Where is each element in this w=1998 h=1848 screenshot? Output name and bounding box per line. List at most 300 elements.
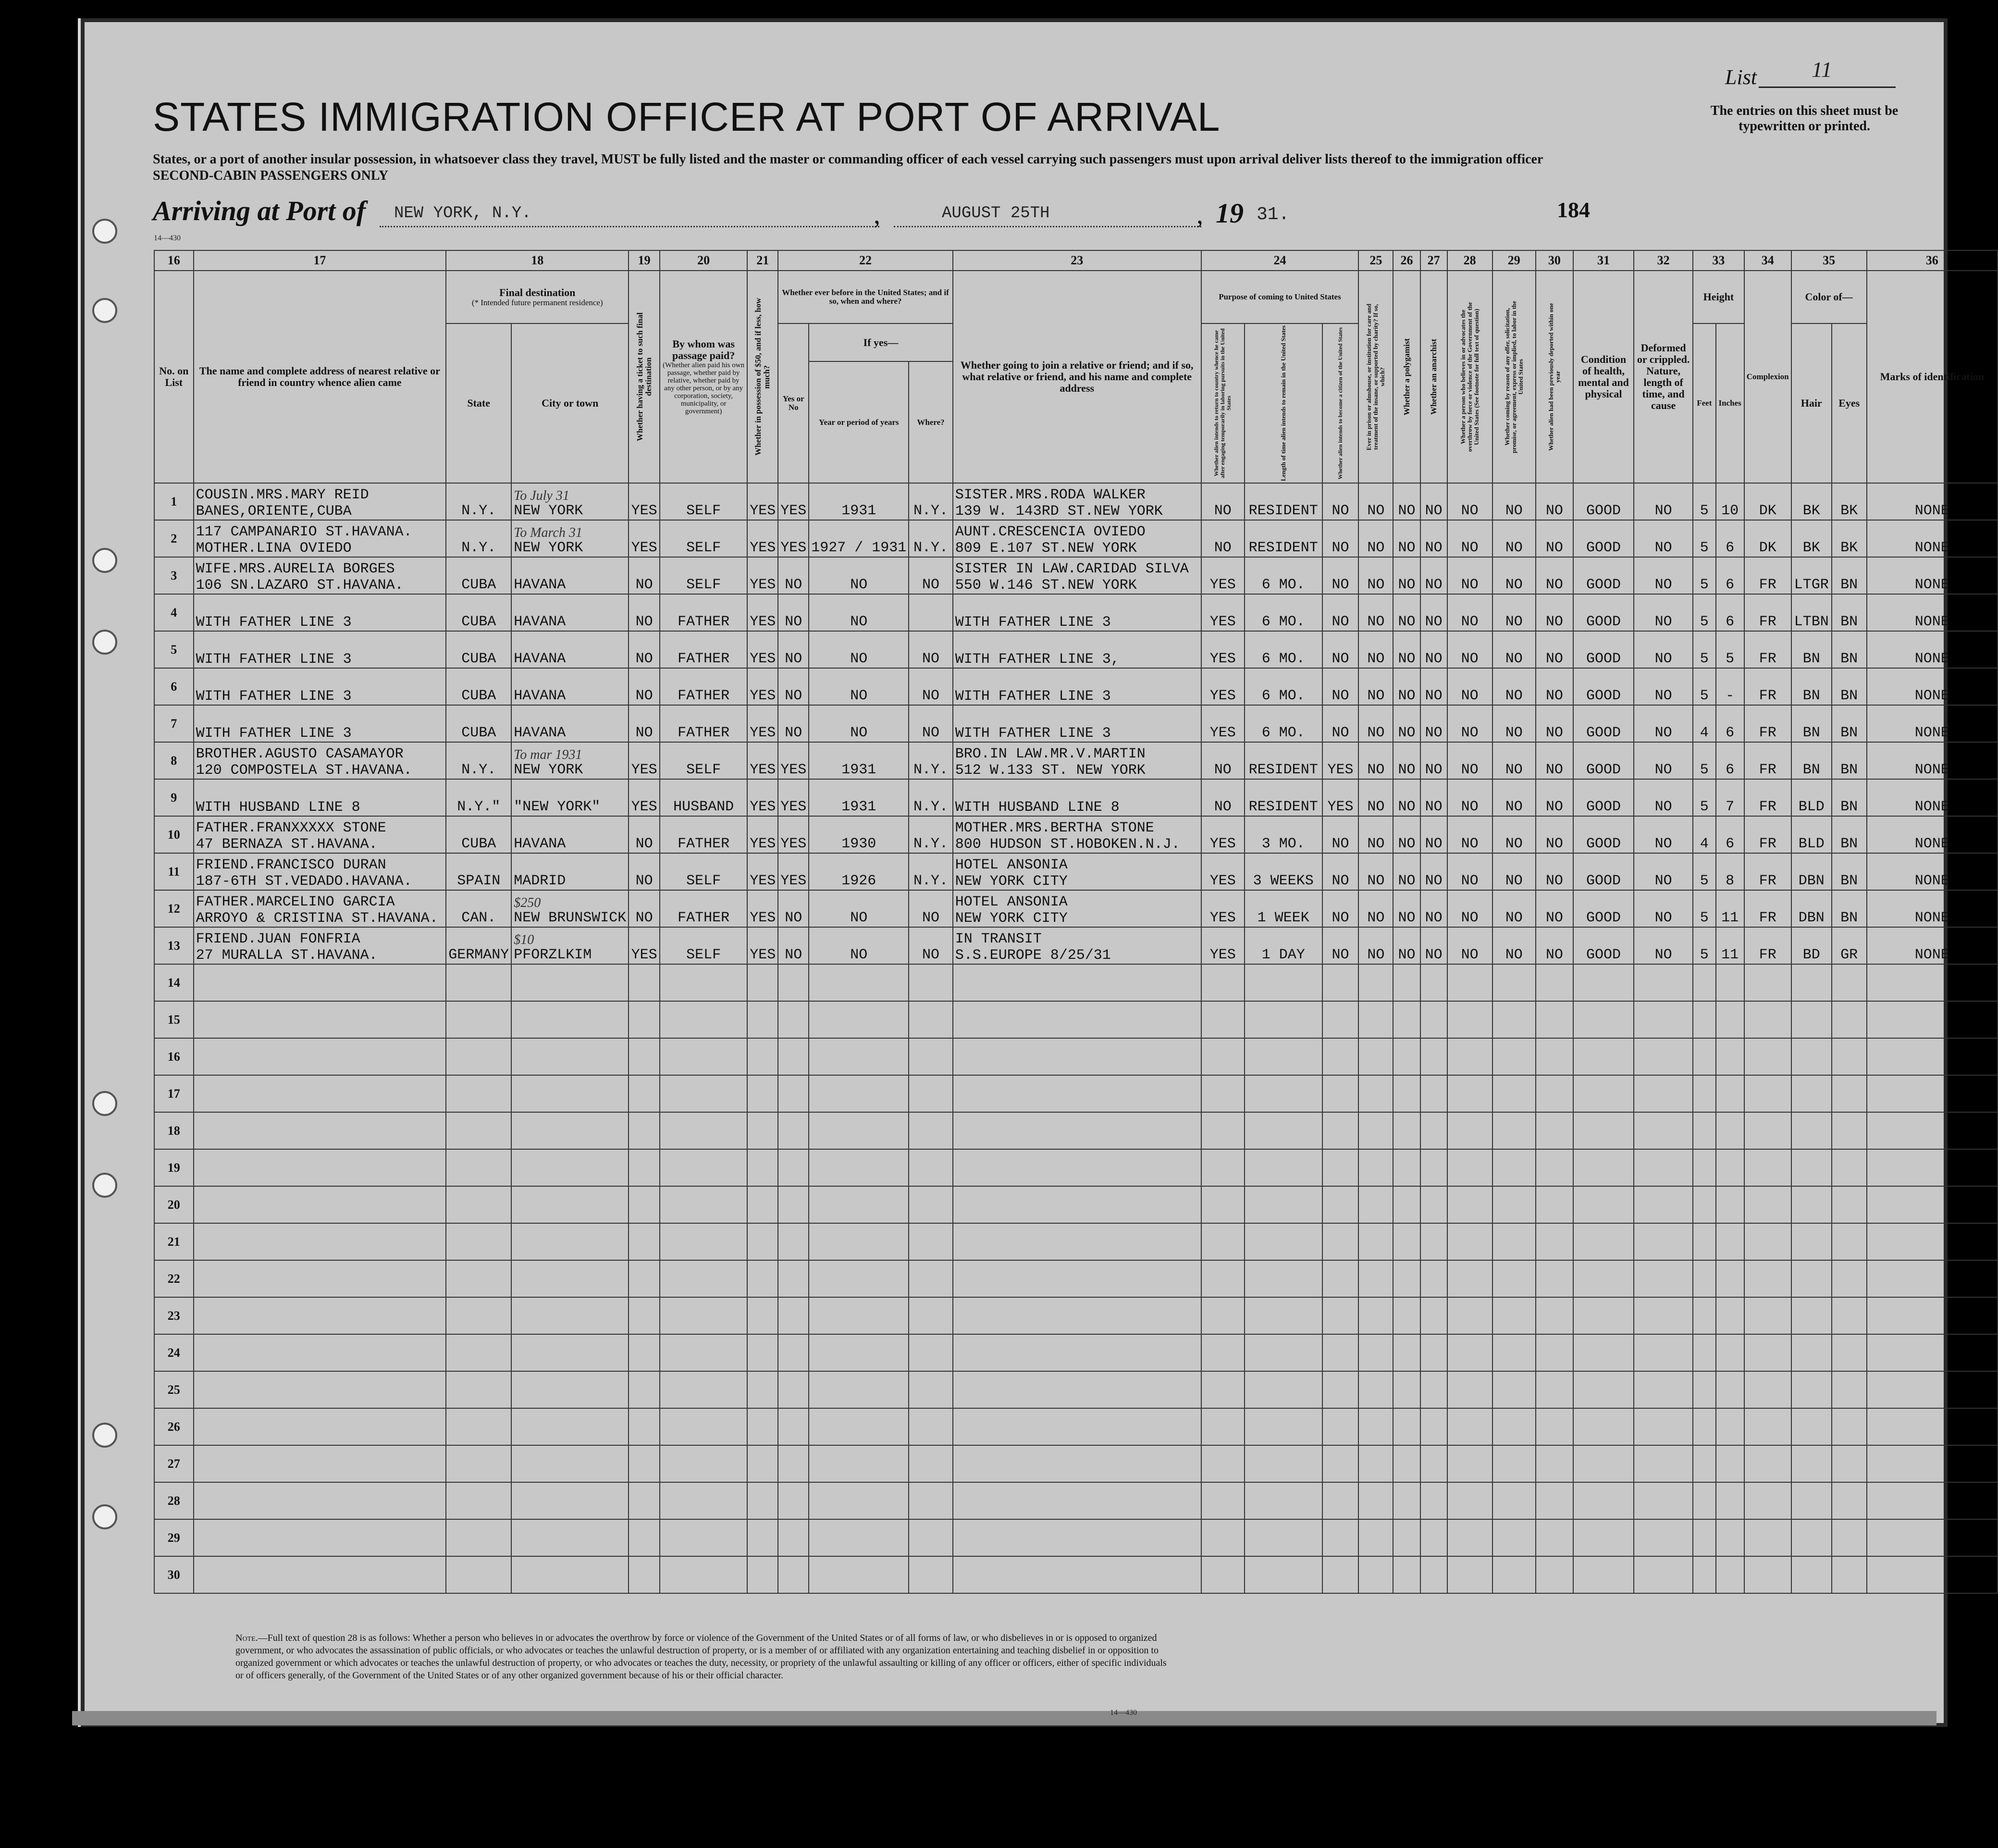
ever-before-cell: YES: [778, 742, 809, 779]
anarchist-cell: NO: [1420, 742, 1447, 779]
empty-cell: [909, 1297, 952, 1334]
empty-cell: [1447, 1334, 1492, 1371]
empty-cell: [1573, 1149, 1634, 1186]
empty-cell: [511, 1371, 629, 1408]
empty-cell: [1573, 1408, 1634, 1445]
height-inches-cell: 6: [1716, 742, 1744, 779]
empty-cell: [1447, 1408, 1492, 1445]
empty-cell: [511, 1556, 629, 1593]
passage-paid-cell: FATHER: [660, 631, 747, 668]
dest-city-cell: [511, 631, 629, 668]
final-destination-label: Final destination: [499, 286, 576, 298]
empty-cell: [747, 1371, 778, 1408]
row-number: 3: [154, 557, 194, 594]
empty-cell: [1420, 1149, 1447, 1186]
empty-cell: [1832, 1038, 1867, 1075]
empty-cell: [778, 1149, 809, 1186]
row-number: 2: [154, 520, 194, 557]
column-number: 32: [1634, 250, 1693, 271]
separator: ,: [874, 200, 880, 230]
column-number-row: [154, 250, 1998, 271]
empty-cell: [660, 1038, 747, 1075]
table-row: [154, 890, 1998, 927]
complexion-cell: FR: [1744, 816, 1791, 853]
column-number: 17: [194, 250, 446, 271]
empty-cell: [1322, 1001, 1359, 1038]
empty-cell: [1867, 1445, 1998, 1482]
empty-cell: [1201, 1112, 1245, 1149]
overthrow-cell: NO: [1447, 853, 1492, 890]
empty-cell: [1716, 1038, 1744, 1075]
empty-cell: [1744, 1445, 1791, 1482]
empty-cell: [660, 1149, 747, 1186]
deported-cell: NO: [1536, 779, 1573, 816]
height-inches-cell: 6: [1716, 520, 1744, 557]
arriving-label: Arriving at Port of: [153, 195, 366, 226]
empty-cell: [1201, 1186, 1245, 1223]
joining-line-2: 550 W.146 ST.NEW YORK: [955, 577, 1137, 594]
handwritten-annotation: $10: [514, 932, 534, 947]
overthrow-cell: NO: [1447, 742, 1492, 779]
anarchist-cell: NO: [1420, 594, 1447, 631]
empty-cell: [809, 1112, 909, 1149]
complexion-cell: FR: [1744, 927, 1791, 964]
empty-cell: [778, 1556, 809, 1593]
empty-cell: [660, 1482, 747, 1519]
deported-cell: NO: [1536, 890, 1573, 927]
empty-cell: [1447, 1223, 1492, 1260]
relative-line-1: 117 CAMPANARIO ST.HAVANA.: [196, 524, 412, 540]
passage-paid-cell: FATHER: [660, 668, 747, 705]
empty-cell: [1791, 1371, 1832, 1408]
empty-cell: [1867, 1556, 1998, 1593]
table-row: [154, 520, 1998, 557]
empty-cell: [909, 1260, 952, 1297]
hair-color-cell: BN: [1791, 705, 1832, 742]
year-cell: 1926: [809, 853, 909, 890]
empty-cell: [1201, 1038, 1245, 1075]
empty-cell: [1358, 1519, 1393, 1556]
handwritten-annotation: [514, 601, 626, 613]
binder-hole-icon: [92, 1504, 117, 1529]
dest-state-cell: N.Y.": [446, 779, 511, 816]
height-inches-cell: 11: [1716, 927, 1744, 964]
empty-cell: [1492, 1075, 1536, 1112]
empty-cell: [1867, 1001, 1998, 1038]
anarchist-cell: NO: [1420, 520, 1447, 557]
empty-cell: [629, 1556, 660, 1593]
relative-line-2: WITH FATHER LINE 3: [196, 614, 352, 631]
header-state: State: [446, 323, 511, 483]
empty-cell: [1573, 1112, 1634, 1149]
empty-cell: [1536, 1260, 1573, 1297]
empty-cell: [446, 1112, 511, 1149]
handwritten-annotation: [514, 860, 626, 872]
empty-cell: [629, 1408, 660, 1445]
empty-cell: [909, 1445, 952, 1482]
empty-cell: [511, 964, 629, 1001]
eye-color-cell: BN: [1832, 705, 1867, 742]
empty-cell: [953, 1075, 1201, 1112]
ever-before-cell: NO: [778, 557, 809, 594]
relative-address-cell: [194, 594, 446, 631]
empty-cell: [1447, 1297, 1492, 1334]
empty-cell: [660, 964, 747, 1001]
empty-cell: [1201, 964, 1245, 1001]
ever-before-cell: NO: [778, 890, 809, 927]
empty-cell: [1716, 1371, 1744, 1408]
relative-line-1: BROTHER.AGUSTO CASAMAYOR: [196, 746, 404, 762]
deformed-cell: NO: [1634, 853, 1693, 890]
dest-city-cell: [511, 668, 629, 705]
empty-cell: [809, 1260, 909, 1297]
header-where: Where?: [909, 361, 952, 483]
empty-cell: [1634, 1371, 1693, 1408]
empty-cell: [1744, 1223, 1791, 1260]
empty-cell: [446, 1556, 511, 1593]
empty-cell: [1420, 1186, 1447, 1223]
eye-color-cell: BN: [1832, 594, 1867, 631]
header-deported: [1536, 271, 1573, 483]
dest-state-cell: N.Y.: [446, 483, 511, 520]
overthrow-cell: NO: [1447, 483, 1492, 520]
empty-cell: [660, 1519, 747, 1556]
joining-cell: [953, 816, 1201, 853]
empty-cell: [1447, 1001, 1492, 1038]
prison-cell: NO: [1358, 853, 1393, 890]
empty-cell: [1716, 1482, 1744, 1519]
empty-cell: [1536, 1519, 1573, 1556]
deformed-cell: NO: [1634, 594, 1693, 631]
empty-cell: [1867, 1371, 1998, 1408]
empty-cell: [629, 1445, 660, 1482]
empty-cell: [1322, 1519, 1359, 1556]
row-number: 15: [154, 1001, 194, 1038]
row-number: 11: [154, 853, 194, 890]
height-inches-cell: 10: [1716, 483, 1744, 520]
column-number: 19: [629, 250, 660, 271]
where-cell: N.Y.: [909, 742, 952, 779]
empty-cell: [1447, 1186, 1492, 1223]
empty-cell: [660, 1445, 747, 1482]
empty-cell: [1322, 1186, 1359, 1223]
return-cell: YES: [1201, 816, 1245, 853]
column-number: 22: [778, 250, 952, 271]
year-cell: 1927 / 1931: [809, 520, 909, 557]
condition-cell: GOOD: [1573, 594, 1634, 631]
handwritten-annotation: To July 31: [514, 488, 569, 503]
empty-cell: [809, 964, 909, 1001]
empty-cell: [909, 1223, 952, 1260]
empty-cell: [1634, 1445, 1693, 1482]
empty-cell: [1791, 1482, 1832, 1519]
header-joining: Whether going to join a relative or friend; and if so, what relative or friend, and his name and complete address: [953, 271, 1201, 483]
empty-cell: [1420, 1482, 1447, 1519]
empty-cell: [1322, 1371, 1359, 1408]
passage-paid-cell: SELF: [660, 557, 747, 594]
hair-color-cell: BN: [1791, 631, 1832, 668]
relative-line-2: 187-6TH ST.VEDADO.HAVANA.: [196, 873, 412, 890]
column-number: 18: [446, 250, 629, 271]
dest-state-cell: CUBA: [446, 705, 511, 742]
empty-cell: [747, 1556, 778, 1593]
offer-cell: NO: [1492, 853, 1536, 890]
joining-line-2: WITH FATHER LINE 3: [955, 725, 1111, 742]
offer-cell: NO: [1492, 890, 1536, 927]
height-inches-cell: 5: [1716, 631, 1744, 668]
height-feet-cell: 5: [1693, 557, 1716, 594]
height-feet-cell: 5: [1693, 927, 1716, 964]
dest-city-value: HAVANA: [514, 688, 566, 704]
empty-cell: [1245, 1260, 1322, 1297]
empty-cell: [1393, 1371, 1420, 1408]
empty-cell: [660, 1186, 747, 1223]
header-purpose: Purpose of coming to United States: [1201, 271, 1359, 323]
empty-cell: [1492, 1371, 1536, 1408]
table-row: [154, 853, 1998, 890]
empty-cell: [1322, 1149, 1359, 1186]
dest-city-value: HAVANA: [514, 836, 566, 852]
empty-cell: [446, 1149, 511, 1186]
empty-cell: [194, 1408, 446, 1445]
empty-cell: [660, 1223, 747, 1260]
header-length-stay: [1245, 323, 1322, 483]
header-inches: Inches: [1716, 323, 1744, 483]
empty-cell: [747, 1075, 778, 1112]
empty-cell: [1832, 1112, 1867, 1149]
deported-cell: NO: [1536, 816, 1573, 853]
row-number: 27: [154, 1445, 194, 1482]
empty-cell: [194, 1186, 446, 1223]
empty-cell: [909, 1408, 952, 1445]
row-number: 30: [154, 1556, 194, 1593]
row-number: 21: [154, 1223, 194, 1260]
length-stay-cell: 6 MO.: [1245, 557, 1322, 594]
empty-cell: [1716, 1297, 1744, 1334]
condition-cell: GOOD: [1573, 816, 1634, 853]
header-anarchist: [1420, 271, 1447, 483]
joining-line-1: HOTEL ANSONIA: [955, 857, 1068, 873]
empty-cell: [511, 1001, 629, 1038]
row-number: 1: [154, 483, 194, 520]
empty-cell: [809, 1075, 909, 1112]
relative-address-cell: [194, 890, 446, 927]
empty-cell: [1716, 1149, 1744, 1186]
table-row: [154, 816, 1998, 853]
dest-city-cell: [511, 520, 629, 557]
relative-address-cell: [194, 927, 446, 964]
prison-label: Ever in prison or almshouse, or institution for care and treatment of the insane, or supported by charity? If so, which?: [1365, 303, 1386, 450]
joining-cell: [953, 853, 1201, 890]
empty-cell: [446, 1186, 511, 1223]
empty-cell: [194, 1001, 446, 1038]
length-stay-cell: RESIDENT: [1245, 779, 1322, 816]
empty-cell: [747, 1149, 778, 1186]
citizen-intent-cell: NO: [1322, 853, 1359, 890]
possession-cell: YES: [747, 557, 778, 594]
empty-cell: [1492, 1038, 1536, 1075]
empty-cell: [809, 1334, 909, 1371]
citizen-intent-cell: YES: [1322, 742, 1359, 779]
empty-cell: [1201, 1260, 1245, 1297]
empty-cell: [1693, 1112, 1716, 1149]
empty-cell: [660, 1297, 747, 1334]
overthrow-cell: NO: [1447, 520, 1492, 557]
complexion-cell: DK: [1744, 520, 1791, 557]
header-marks: Marks of identification: [1867, 271, 1998, 483]
row-number: 24: [154, 1334, 194, 1371]
empty-cell: [1201, 1519, 1245, 1556]
empty-cell: [1744, 1186, 1791, 1223]
passage-paid-cell: FATHER: [660, 890, 747, 927]
citizen-intent-cell: NO: [1322, 557, 1359, 594]
empty-cell: [1573, 1556, 1634, 1593]
eye-color-cell: BN: [1832, 631, 1867, 668]
dest-city-cell: [511, 742, 629, 779]
empty-cell: [1420, 1260, 1447, 1297]
page-number: 184: [1557, 198, 1590, 222]
empty-cell: [660, 1112, 747, 1149]
passage-paid-cell: SELF: [660, 927, 747, 964]
header-row-top: [154, 271, 1998, 323]
empty-cell: [1573, 1260, 1634, 1297]
joining-line-2: 800 HUDSON ST.HOBOKEN.N.J.: [955, 836, 1180, 853]
empty-cell: [1744, 1260, 1791, 1297]
empty-cell: [1744, 1075, 1791, 1112]
empty-cell: [660, 1408, 747, 1445]
empty-cell: [809, 1149, 909, 1186]
passage-paid-cell: HUSBAND: [660, 779, 747, 816]
hair-color-cell: BN: [1791, 668, 1832, 705]
row-number: 17: [154, 1075, 194, 1112]
column-number: 30: [1536, 250, 1573, 271]
empty-cell: [1492, 1297, 1536, 1334]
empty-cell: [1447, 964, 1492, 1001]
dest-state-cell: N.Y.: [446, 520, 511, 557]
empty-cell: [1536, 1112, 1573, 1149]
empty-cell: [1536, 1334, 1573, 1371]
handwritten-annotation: $250: [514, 895, 541, 910]
empty-cell: [446, 1075, 511, 1112]
empty-cell: [660, 1334, 747, 1371]
empty-cell: [1492, 1482, 1536, 1519]
deformed-cell: NO: [1634, 520, 1693, 557]
dest-city-cell: [511, 705, 629, 742]
empty-cell: [629, 1149, 660, 1186]
empty-cell: [1393, 1001, 1420, 1038]
complexion-cell: FR: [1744, 557, 1791, 594]
ticket-cell: NO: [629, 853, 660, 890]
hair-color-cell: BD: [1791, 927, 1832, 964]
joining-cell: [953, 594, 1201, 631]
empty-cell: [1420, 1001, 1447, 1038]
anarchist-label: Whether an anarchist: [1429, 338, 1438, 415]
joining-cell: [953, 705, 1201, 742]
polygamist-cell: NO: [1393, 890, 1420, 927]
empty-cell: [1245, 1112, 1322, 1149]
empty-cell: [1573, 1445, 1634, 1482]
empty-cell: [1245, 1408, 1322, 1445]
possession-cell: YES: [747, 927, 778, 964]
empty-cell: [953, 1149, 1201, 1186]
empty-table-row: [154, 1038, 1998, 1075]
empty-cell: [1716, 1075, 1744, 1112]
empty-cell: [1832, 1186, 1867, 1223]
anarchist-cell: NO: [1420, 557, 1447, 594]
empty-cell: [1201, 1482, 1245, 1519]
deported-cell: NO: [1536, 668, 1573, 705]
row-number: 29: [154, 1519, 194, 1556]
dest-city-value: "NEW YORK": [514, 799, 601, 815]
deformed-cell: NO: [1634, 779, 1693, 816]
empty-cell: [953, 1445, 1201, 1482]
column-number: 34: [1744, 250, 1791, 271]
empty-cell: [778, 1408, 809, 1445]
empty-cell: [1573, 1038, 1634, 1075]
empty-cell: [1536, 1001, 1573, 1038]
citizen-intent-cell: NO: [1322, 927, 1359, 964]
header-ticket: [629, 271, 660, 483]
dest-city-value: HAVANA: [514, 614, 566, 630]
possession-cell: YES: [747, 742, 778, 779]
relative-line-2: WITH HUSBAND LINE 8: [196, 799, 360, 816]
joining-cell: [953, 779, 1201, 816]
empty-cell: [953, 1519, 1201, 1556]
empty-cell: [1536, 1408, 1573, 1445]
anarchist-cell: NO: [1420, 890, 1447, 927]
empty-table-row: [154, 1112, 1998, 1149]
ticket-cell: YES: [629, 520, 660, 557]
empty-cell: [953, 1371, 1201, 1408]
column-number: 28: [1447, 250, 1492, 271]
empty-cell: [1832, 1260, 1867, 1297]
offer-cell: NO: [1492, 520, 1536, 557]
condition-cell: GOOD: [1573, 557, 1634, 594]
ever-before-cell: YES: [778, 779, 809, 816]
height-inches-cell: 6: [1716, 705, 1744, 742]
empty-cell: [1245, 964, 1322, 1001]
port-name: NEW YORK, N.Y.: [394, 204, 531, 223]
length-stay-cell: 6 MO.: [1245, 705, 1322, 742]
return-cell: YES: [1201, 557, 1245, 594]
empty-cell: [1791, 1519, 1832, 1556]
empty-cell: [194, 1371, 446, 1408]
empty-cell: [953, 1297, 1201, 1334]
empty-cell: [1492, 1112, 1536, 1149]
offer-cell: NO: [1492, 631, 1536, 668]
ticket-label: Whether having a ticket to such final destination: [635, 312, 653, 441]
empty-cell: [1744, 1408, 1791, 1445]
polygamist-cell: NO: [1393, 483, 1420, 520]
empty-table-row: [154, 964, 1998, 1001]
empty-cell: [778, 1445, 809, 1482]
empty-cell: [1201, 1297, 1245, 1334]
empty-cell: [909, 1334, 952, 1371]
deformed-cell: NO: [1634, 705, 1693, 742]
empty-cell: [1716, 1001, 1744, 1038]
empty-cell: [1744, 1001, 1791, 1038]
column-number: 33: [1693, 250, 1744, 271]
empty-table-row: [154, 1297, 1998, 1334]
where-cell: NO: [909, 631, 952, 668]
condition-cell: GOOD: [1573, 742, 1634, 779]
empty-cell: [778, 1186, 809, 1223]
year-cell: 1931: [809, 742, 909, 779]
empty-cell: [1245, 1075, 1322, 1112]
empty-cell: [1536, 1297, 1573, 1334]
ever-before-cell: NO: [778, 705, 809, 742]
empty-cell: [446, 1001, 511, 1038]
